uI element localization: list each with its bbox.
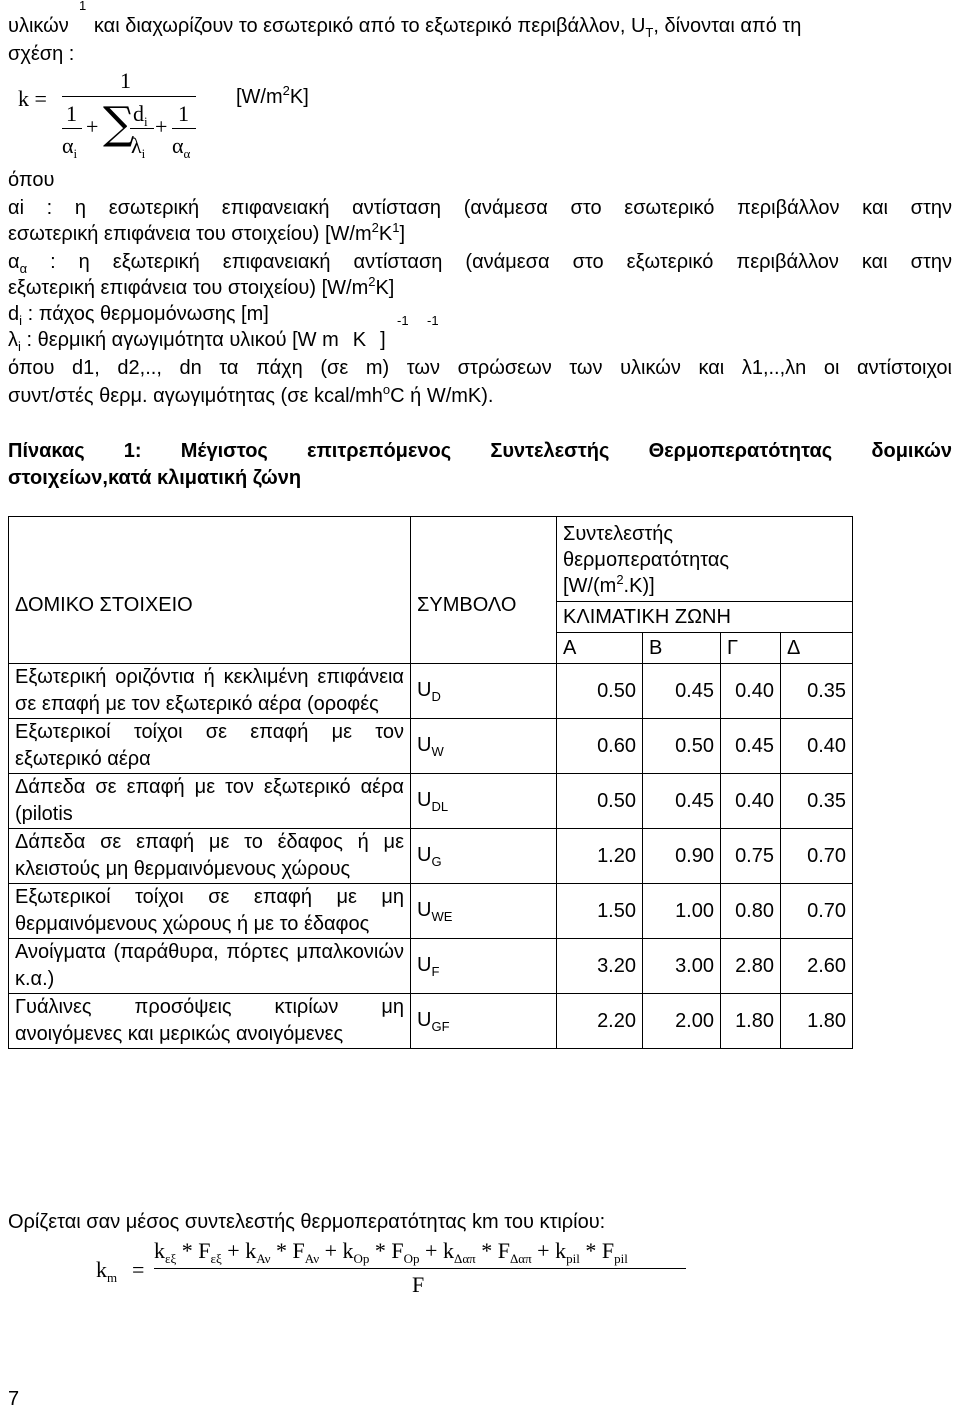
- definitions-opou: όπου: [8, 169, 55, 191]
- row-value: 0.45: [721, 719, 781, 774]
- definition-ai-2: εσωτερική επιφάνεια του στοιχείου) $[W/m^2K^1]$: [8, 220, 405, 245]
- row-value: 0.90: [643, 829, 721, 884]
- row-value: 3.20: [557, 939, 643, 994]
- page-number: 7: [8, 1388, 20, 1410]
- row-value: 2.80: [721, 939, 781, 994]
- intro-line-1: υλικών και διαχωρίζουν το εσωτερικό από το εξωτερικό περιβάλλον, $U_T$, δίνονται από τη: [8, 15, 802, 40]
- table-row: [9, 994, 853, 1049]
- table-row: [9, 829, 853, 884]
- row-value: 0.50: [557, 774, 643, 829]
- row-value: 0.50: [643, 719, 721, 774]
- row-value: 0.45: [643, 774, 721, 829]
- row-value: 0.35: [781, 774, 853, 829]
- zone-letter: Δ: [781, 633, 853, 664]
- row-element-name: Δάπεδα σε επαφή με τον εξωτερικό αέρα (pilotis: [9, 774, 411, 829]
- row-symbol: $U_F$: [411, 939, 557, 994]
- row-value: 0.35: [781, 664, 853, 719]
- definition-aa-1: $\alpha_\alpha$ : η εξωτερική επιφανειακή αντίσταση (ανάμεσα στο εξωτερικό περιβάλλον και στην: [8, 251, 952, 276]
- table-row: [9, 884, 853, 939]
- table-caption-line-2: στοιχείων,κατά κλιματική ζώνη: [8, 467, 302, 489]
- row-symbol: $U_{DL}$: [411, 774, 557, 829]
- row-symbol: $U_G$: [411, 829, 557, 884]
- row-value: 1.00: [643, 884, 721, 939]
- row-symbol: $U_W$: [411, 719, 557, 774]
- footnote-mark: 1: [79, 0, 87, 13]
- row-value: 0.45: [643, 664, 721, 719]
- table-row: [9, 774, 853, 829]
- header-coefficient: Συντελεστής θερμοπερατότητας $[W/(m^2.K)]$: [557, 517, 853, 602]
- row-value: 1.80: [721, 994, 781, 1049]
- formula-k-unit: $[W/m^2K]$: [236, 83, 309, 108]
- intro-line-2: σχέση :: [8, 43, 75, 65]
- row-element-name: Εξωτερικοί τοίχοι σε επαφή με μη θερμαινόμενους χώρους ή με το έδαφος: [9, 884, 411, 939]
- row-symbol: $U_D$: [411, 664, 557, 719]
- row-value: 1.80: [781, 994, 853, 1049]
- km-numerator: $k_{\varepsilon\xi} * F_{\varepsilon\xi} + k_{A\nu} * F_{A\nu} + k_{Op} * F_{Op} + k_{\Delta\alpha\pi} * F_{\Delta\alpha\pi} + k_{pil} * F_{pil}$: [154, 1238, 628, 1266]
- zone-letter: Α: [557, 633, 643, 664]
- table-row: [9, 939, 853, 994]
- table-caption-line-1: Πίνακας 1: Μέγιστος επιτρεπόμενος Συντελεστής Θερμοπερατότητας δομικών: [8, 440, 952, 462]
- document-page: 1 υλικών και διαχωρίζουν το εσωτερικό από το εξωτερικό περιβάλλον, $U_T$, δίνονται από τη σχέση : k = 1 1 $\alpha_i$ + ∑ $d_i$ $\lambda_i$ + 1 $\alpha_\alpha$ $[W/m^2K]$ όπου αi : η εσωτερική επιφανειακή αντίσταση (ανάμεσα στο εσωτερικό περιβάλλον και στην εσωτερική επιφάνεια του στοιχείου) $[W/m^2K^1]$ $\alpha_\alpha$ : η εξωτερική επιφανειακή αντίσταση (ανάμεσα στο εξωτερικό περιβάλλον και στην εξωτερική επιφάνεια του στοιχείου) $[W/m^2K]$ $d_i$ : πάχος θερμομόνωσης [m] -1 -1 $\lambda_i$ : θερμική αγωγιμότητα υλικού [W m K ] όπου d1, d2,.., dn τα πάχη (σε m) των στρώσεων των υλικών και λ1,..,λn οι αντίστοιχοι συντ/στές θερμ. αγωγιμότητας (σε kcal/$mh^oC$ ή W/mK). Πίνακας 1: Μέγιστος επιτρεπόμενος Συντελεστής Θερμοπερατότητας δομικών στοιχείων,κατά κλιματική ζώνη ΔΟΜΙΚΟ ΣΤΟΙΧΕΙΟ ΣΥΜΒΟΛΟ Συντελεστής θερμοπερατότητας $[W/(m^2.K)]$ ΚΛΙΜΑΤΙΚΗ ΖΩΝΗ Α Β Γ Δ Εξωτερική οριζόντια ή κεκλιμένη επιφάνεια σε επαφή με τον εξωτερικό αέρα (οροφές $U_D$ 0.50 0.45 0.40 0.35 Εξωτερικοί τοίχοι σε επαφή με τον εξωτερικό αέρα $U_W$ 0.60 0.50 0.45 0.40 Δάπεδα σε επαφή με τον εξωτερικό αέρα (pilotis $U_{DL}$ 0.50 0.45 0.40 0.35 Δάπεδα σε επαφή με το έδαφος ή με κλειστούς μη θερμαινόμενους χώρους $U_G$ 1.20 0.90 0.75 0.70 Εξωτερικοί τοίχοι σε επαφή με μη θερμαινόμενους χώρους ή με το έδαφος $U_{WE}$ 1.50 1.00 0.80 0.70 Ανοίγματα (παράθυρα, πόρτες μπαλκονιών κ.α.) $U_F$ 3.20 3.00 2.80 2.60 Γυάλινες προσόψεις κτιρίων μη ανοιγόμενες και μερικώς ανοιγόμενες $U_{GF}$ 2.20 2.00 1.80 1.80 Ορίζεται σαν μέσος συντελεστής θερμοπερατότητας km του κτιρίου: $k_m$ = $k_{\varepsilon\xi} * F_{\varepsilon\xi} + k_{A\nu} * F_{A\nu} + k_{Op} * F_{Op} + k_{\Delta\alpha\pi} * F_{\Delta\alpha\pi} + k_{pil} * F_{pil}$ F 7: [8, 0, 952, 1410]
- definition-aa-2: εξωτερική επιφάνεια του στοιχείου) $[W/m^2K]$: [8, 274, 395, 299]
- row-value: 0.50: [557, 664, 643, 719]
- definition-ai-1: αi : η εσωτερική επιφανειακή αντίσταση (ανάμεσα στο εσωτερικό περιβάλλον και στην: [8, 197, 952, 219]
- row-value: 0.40: [721, 664, 781, 719]
- definition-di: $d_i$ : πάχος θερμομόνωσης [m]: [8, 303, 269, 328]
- definition-sunt: συντ/στές θερμ. αγωγιμότητας (σε kcal/$mh^oC$ ή W/mK).: [8, 382, 494, 407]
- km-denominator: F: [412, 1272, 425, 1297]
- table-row: [9, 719, 853, 774]
- row-value: 0.70: [781, 884, 853, 939]
- row-value: 0.40: [721, 774, 781, 829]
- u-values-table: [8, 516, 853, 1049]
- table-row: [9, 664, 853, 719]
- row-element-name: Εξωτερική οριζόντια ή κεκλιμένη επιφάνεια σε επαφή με τον εξωτερικό αέρα (οροφές: [9, 664, 411, 719]
- definition-li: $\lambda_i$ : θερμική αγωγιμότητα υλικού [W m K ]: [8, 329, 386, 354]
- row-value: 3.00: [643, 939, 721, 994]
- header-symbol: ΣΥΜΒΟΛΟ: [411, 517, 557, 664]
- header-element: ΔΟΜΙΚΟ ΣΤΟΙΧΕΙΟ: [9, 517, 411, 664]
- row-value: 1.50: [557, 884, 643, 939]
- header-zone: ΚΛΙΜΑΤΙΚΗ ΖΩΝΗ: [557, 602, 853, 633]
- row-element-name: Ανοίγματα (παράθυρα, πόρτες μπαλκονιών κ.α.): [9, 939, 411, 994]
- row-value: 2.20: [557, 994, 643, 1049]
- row-symbol: $U_{WE}$: [411, 884, 557, 939]
- row-value: 2.00: [643, 994, 721, 1049]
- row-value: 0.75: [721, 829, 781, 884]
- definition-opou-2: όπου d1, d2,.., dn τα πάχη (σε m) των στρώσεων των υλικών και λ1,..,λn οι αντίστοιχοι: [8, 357, 952, 379]
- row-value: 0.60: [557, 719, 643, 774]
- table-header-row: [9, 517, 853, 602]
- row-value: 2.60: [781, 939, 853, 994]
- row-element-name: Δάπεδα σε επαφή με το έδαφος ή με κλειστούς μη θερμαινόμενους χώρους: [9, 829, 411, 884]
- km-intro: Ορίζεται σαν μέσος συντελεστής θερμοπερατότητας km του κτιρίου:: [8, 1211, 606, 1233]
- row-value: 0.80: [721, 884, 781, 939]
- row-value: 0.40: [781, 719, 853, 774]
- zone-letter: Γ: [721, 633, 781, 664]
- zone-letter: Β: [643, 633, 721, 664]
- row-element-name: Εξωτερικοί τοίχοι σε επαφή με τον εξωτερικό αέρα: [9, 719, 411, 774]
- row-value: 1.20: [557, 829, 643, 884]
- row-value: 0.70: [781, 829, 853, 884]
- row-element-name: Γυάλινες προσόψεις κτιρίων μη ανοιγόμενες και μερικώς ανοιγόμενες: [9, 994, 411, 1049]
- row-symbol: $U_{GF}$: [411, 994, 557, 1049]
